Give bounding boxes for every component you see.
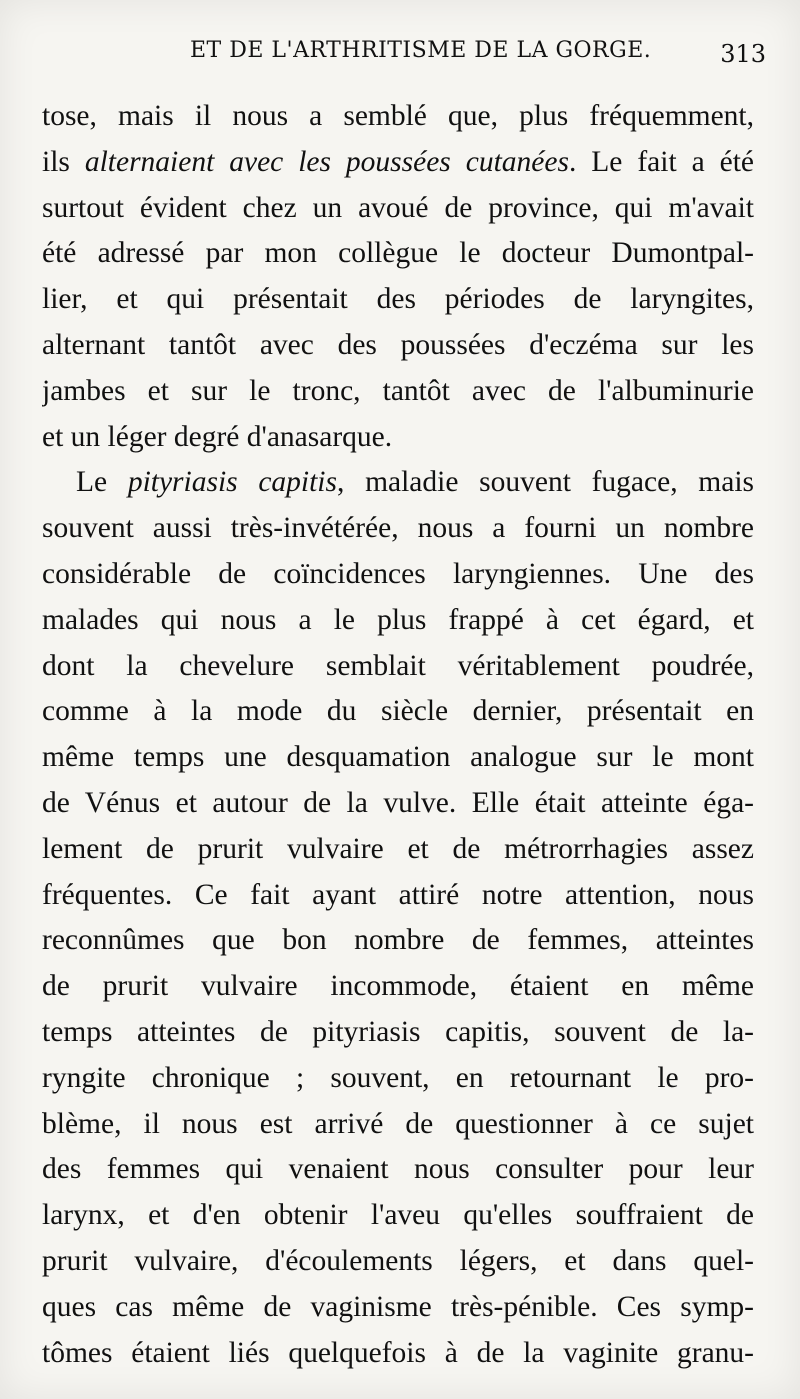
text-line xyxy=(42,323,754,369)
text-line xyxy=(42,827,754,873)
text-line xyxy=(42,277,754,323)
text-segment: lier, et qui présentait des périodes de laryngites, xyxy=(42,283,754,316)
text-line xyxy=(42,369,754,415)
text-line xyxy=(42,140,754,186)
text-segment: été adressé par mon collègue le docteur Dumontpal- xyxy=(42,237,754,270)
text-line xyxy=(42,781,754,827)
text-line xyxy=(42,1285,754,1331)
text-segment: comme à la mode du siècle dernier, présentait en xyxy=(42,695,754,728)
text-segment: tômes étaient liés quelquefois à de la vaginite granu- xyxy=(42,1336,754,1369)
text-segment: prurit vulvaire, d'écoulements légers, et dans quel- xyxy=(42,1244,754,1277)
text-segment: malades qui nous a le plus frappé à cet égard, et xyxy=(42,603,754,636)
text-line xyxy=(42,964,754,1010)
text-line xyxy=(42,415,754,461)
text-line xyxy=(42,918,754,964)
text-line xyxy=(42,94,754,140)
text-segment: larynx, et d'en obtenir l'aveu qu'elles souffraient de xyxy=(42,1199,754,1232)
text-segment: alternant tantôt avec des poussées d'eczéma sur les xyxy=(42,328,754,361)
text-segment: des femmes qui venaient nous consulter pour leur xyxy=(42,1153,754,1186)
text-line xyxy=(42,1147,754,1193)
text-line xyxy=(42,1056,754,1102)
text-segment: ryngite chronique ; souvent, en retournant le pro- xyxy=(42,1061,754,1094)
text-line xyxy=(42,1239,754,1285)
text-segment: blème, il nous est arrivé de questionner à ce sujet xyxy=(42,1107,754,1140)
text-segment: . Le fait a été xyxy=(568,145,754,178)
text-line xyxy=(42,231,754,277)
text-line xyxy=(42,1331,754,1377)
text-segment: Le xyxy=(76,466,128,499)
text-segment: temps atteintes de pityriasis capitis, souvent de la- xyxy=(42,1015,754,1048)
text-segment: souvent aussi très-invétérée, nous a fourni un nombre xyxy=(42,512,754,545)
text-segment: de prurit vulvaire incommode, étaient en même xyxy=(42,970,754,1003)
text-segment: de Vénus et autour de la vulve. Elle était atteinte éga- xyxy=(42,786,754,819)
text-segment: fréquentes. Ce fait ayant attiré notre attention, nous xyxy=(42,878,754,911)
text-segment: ils xyxy=(42,145,85,178)
text-segment: dont la chevelure semblait véritablement poudrée, xyxy=(42,649,754,682)
text-line xyxy=(42,1010,754,1056)
text-segment: surtout évident chez un avoué de province, qui m'avait xyxy=(42,191,754,224)
text-line xyxy=(42,460,754,506)
text-line xyxy=(42,689,754,735)
text-segment: jambes et sur le tronc, tantôt avec de l'albuminurie xyxy=(42,374,754,407)
text-segment: ques cas même de vaginisme très-pénible. Ces symp- xyxy=(42,1290,754,1323)
text-line xyxy=(42,1193,754,1239)
text-line xyxy=(42,1102,754,1148)
text-segment: et un léger degré d'anasarque. xyxy=(42,420,393,453)
text-line xyxy=(42,506,754,552)
text-segment: tose, mais il nous a semblé que, plus fréquemment, xyxy=(42,100,754,132)
text-segment: même temps une desquamation analogue sur le mont xyxy=(42,741,754,774)
italic-text: alternaient avec les poussées cutanées xyxy=(84,145,569,178)
text-line xyxy=(42,552,754,598)
text-line xyxy=(42,644,754,690)
text-line xyxy=(42,186,754,232)
running-header: ET DE L'ARTHRITISME DE LA GORGE. xyxy=(190,38,652,63)
body-text xyxy=(42,94,754,1376)
text-segment: lement de prurit vulvaire et de métrorrhagies assez xyxy=(42,832,754,865)
text-segment: considérable de coïncidences laryngiennes. Une des xyxy=(42,557,754,590)
italic-text: pityriasis capitis xyxy=(127,466,337,499)
text-line xyxy=(42,735,754,781)
text-line xyxy=(42,873,754,919)
text-segment: reconnûmes que bon nombre de femmes, atteintes xyxy=(42,924,754,957)
page-number: 313 xyxy=(720,40,766,68)
text-segment: , maladie souvent fugace, mais xyxy=(337,466,754,499)
text-line xyxy=(42,598,754,644)
